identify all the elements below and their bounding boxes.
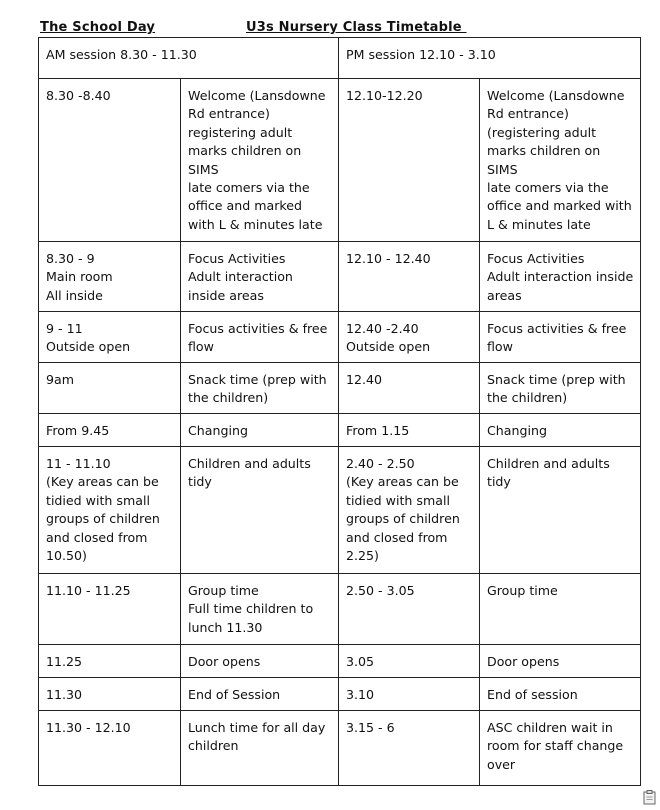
table-row bbox=[39, 678, 641, 711]
am-activity-cell: Group time Full time children to lunch 11.30 bbox=[181, 574, 339, 645]
page-title-school-day: The School Day bbox=[40, 20, 156, 35]
table-row bbox=[39, 414, 641, 447]
am-activity-cell: Focus activities & free flow bbox=[181, 312, 339, 363]
pm-time-cell: 12.10 - 12.40 bbox=[339, 242, 480, 312]
am-activity-cell: Children and adults tidy bbox=[181, 447, 339, 574]
table-row bbox=[39, 242, 641, 312]
am-time-cell: 11.25 bbox=[39, 645, 181, 678]
pm-time-cell: 3.05 bbox=[339, 645, 480, 678]
am-time-cell: 8.30 - 9 Main room All inside bbox=[39, 242, 181, 312]
am-activity-cell: Snack time (prep with the children) bbox=[181, 363, 339, 414]
pm-activity-cell: Group time bbox=[480, 574, 641, 645]
am-activity-cell: Door opens bbox=[181, 645, 339, 678]
pm-time-cell: 12.40 -2.40 Outside open bbox=[339, 312, 480, 363]
pm-activity-cell: Welcome (Lansdowne Rd entrance) (registering adult marks children on SIMS late comers via the office and marked with L & minutes late bbox=[480, 79, 641, 242]
am-time-cell: 11.30 - 12.10 bbox=[39, 711, 181, 786]
table-row bbox=[39, 711, 641, 786]
pm-time-cell: 12.40 bbox=[339, 363, 480, 414]
am-time-cell: 11 - 11.10 (Key areas can be tidied with small groups of children and closed from 10.50) bbox=[39, 447, 181, 574]
table-row bbox=[39, 363, 641, 414]
pm-activity-cell: Changing bbox=[480, 414, 641, 447]
pm-activity-cell: Children and adults tidy bbox=[480, 447, 641, 574]
table-row bbox=[39, 447, 641, 574]
am-time-cell: 8.30 -8.40 bbox=[39, 79, 181, 242]
am-time-cell: 9am bbox=[39, 363, 181, 414]
table-row bbox=[39, 79, 641, 242]
pm-time-cell: 12.10-12.20 bbox=[339, 79, 480, 242]
pm-time-cell: 3.10 bbox=[339, 678, 480, 711]
timetable-table bbox=[38, 37, 641, 786]
timetable-title: U3s Nursery Class Timetable bbox=[246, 20, 467, 35]
pm-time-cell: From 1.15 bbox=[339, 414, 480, 447]
paste-options-icon[interactable] bbox=[643, 790, 656, 805]
pm-activity-cell: End of session bbox=[480, 678, 641, 711]
table-row bbox=[39, 574, 641, 645]
pm-activity-cell: Focus Activities Adult interaction inside areas bbox=[480, 242, 641, 312]
am-time-cell: 11.30 bbox=[39, 678, 181, 711]
am-activity-cell: Focus Activities Adult interaction inside areas bbox=[181, 242, 339, 312]
am-activity-cell: Lunch time for all day children bbox=[181, 711, 339, 786]
am-time-cell: 9 - 11 Outside open bbox=[39, 312, 181, 363]
am-activity-cell: Changing bbox=[181, 414, 339, 447]
pm-time-cell: 2.50 - 3.05 bbox=[339, 574, 480, 645]
table-row bbox=[39, 312, 641, 363]
am-time-cell: 11.10 - 11.25 bbox=[39, 574, 181, 645]
table-row bbox=[39, 645, 641, 678]
pm-activity-cell: ASC children wait in room for staff change over bbox=[480, 711, 641, 786]
pm-session-header: PM session 12.10 - 3.10 bbox=[339, 38, 641, 79]
pm-activity-cell: Snack time (prep with the children) bbox=[480, 363, 641, 414]
am-time-cell: From 9.45 bbox=[39, 414, 181, 447]
pm-activity-cell: Door opens bbox=[480, 645, 641, 678]
session-header-row bbox=[39, 38, 641, 79]
pm-time-cell: 2.40 - 2.50 (Key areas can be tidied with small groups of children and closed from 2.25) bbox=[339, 447, 480, 574]
pm-time-cell: 3.15 - 6 bbox=[339, 711, 480, 786]
am-activity-cell: End of Session bbox=[181, 678, 339, 711]
am-session-header: AM session 8.30 - 11.30 bbox=[39, 38, 339, 79]
pm-activity-cell: Focus activities & free flow bbox=[480, 312, 641, 363]
am-activity-cell: Welcome (Lansdowne Rd entrance) registering adult marks children on SIMS late comers via the office and marked with L & minutes late bbox=[181, 79, 339, 242]
